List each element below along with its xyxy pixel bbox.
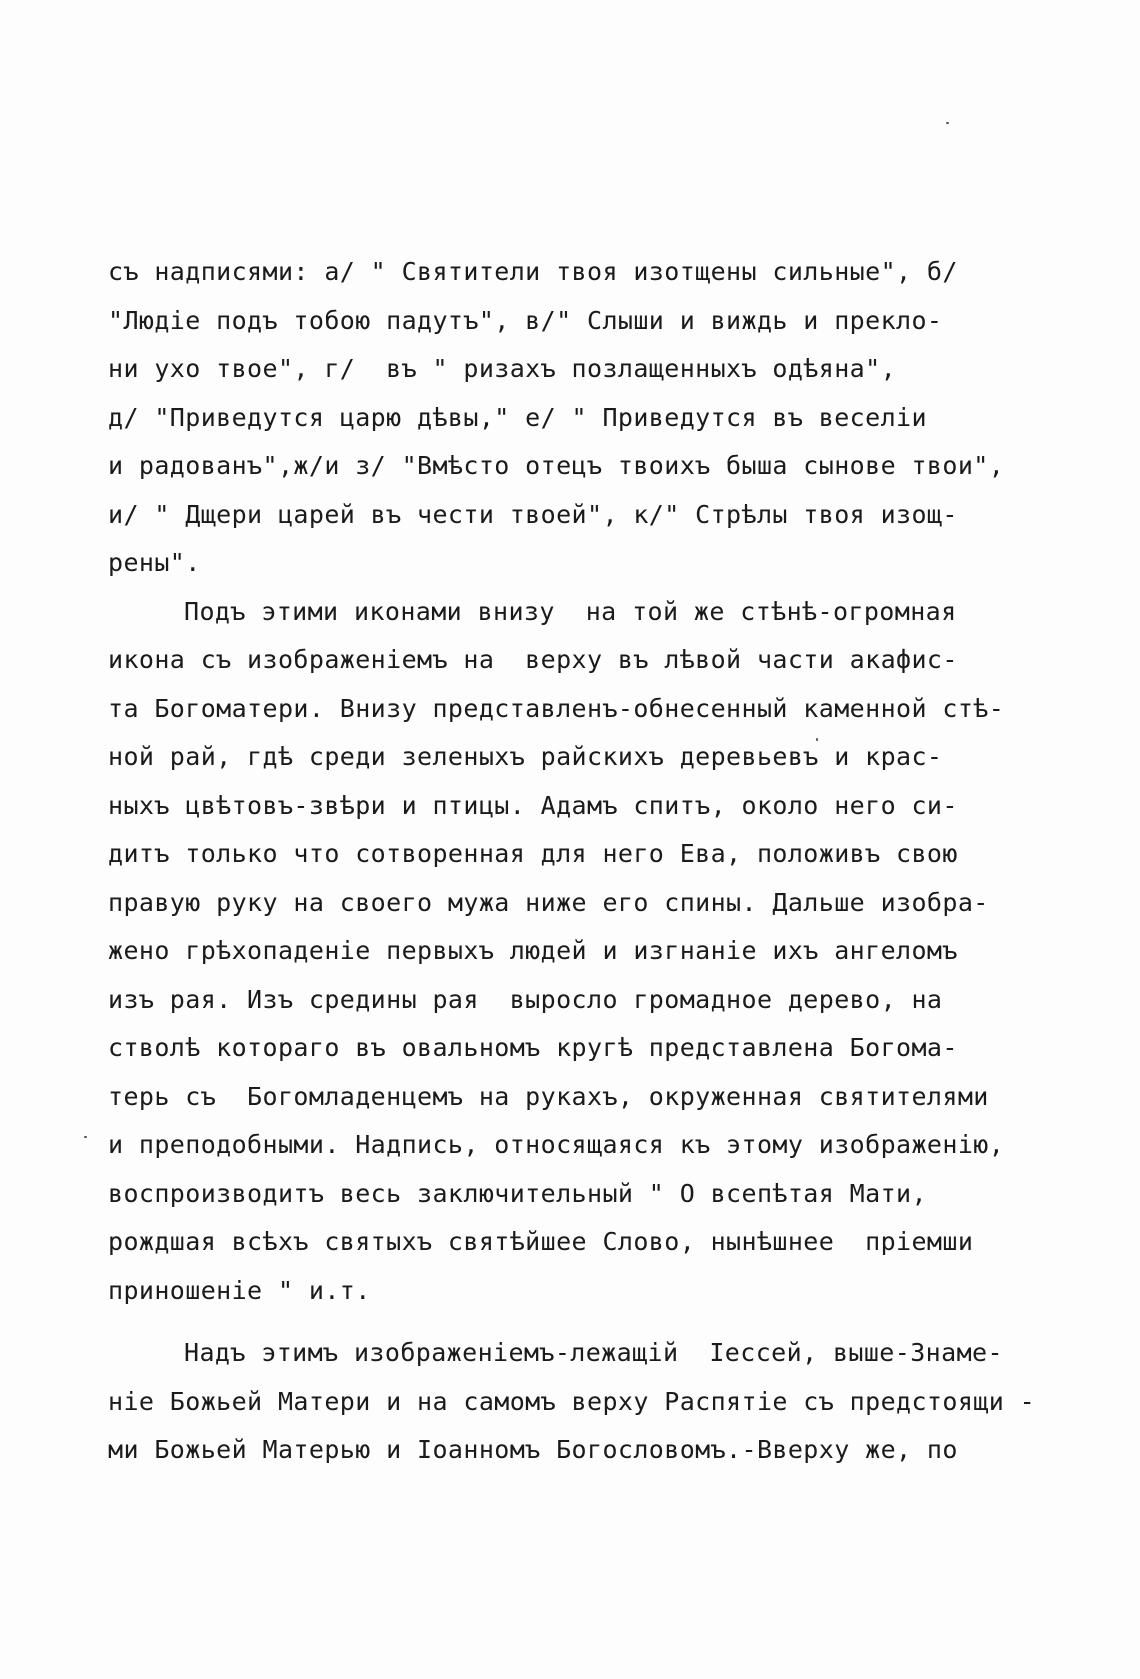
text-line: и преподобными. Надпись, относящаяся къ этому изображенію, — [108, 1130, 1005, 1159]
paper-speck — [946, 122, 949, 124]
text-line: рождшая всѣхъ святыхъ святѣйшее Слово, нынѣшнее пріемши — [108, 1227, 974, 1256]
text-line: дитъ только что сотворенная для него Ева, положивъ свою — [108, 839, 958, 868]
text-line: Подъ этими иконами внизу на той же стѣнѣ-огромная — [184, 596, 957, 626]
text-line: и/ " Дщери царей въ чести твоей", к/" Стрѣлы твоя изощ- — [108, 499, 958, 529]
text-line: воспроизводитъ весь заключительный " О всепѣтая Мати, — [108, 1178, 927, 1208]
text-line: икона съ изображеніемъ на верху въ лѣвой части акафис- — [108, 645, 958, 674]
text-line: съ надписями: а/ " Святители твоя изотщены сильные", б/ — [108, 257, 958, 286]
text-line: правую руку на своего мужа ниже его спины. Дальше изобра- — [108, 887, 989, 917]
text-line: жено грѣхопаденіе первыхъ людей и изгнаніе ихъ ангеломъ — [108, 936, 958, 965]
text-line: Надъ этимъ изображеніемъ-лежащій Іессей, выше-Знаме- — [184, 1338, 1003, 1367]
text-line: та Богоматери. Внизу представленъ-обнесенный каменной стѣ- — [108, 693, 1005, 723]
typed-text-body — [108, 248, 1108, 1475]
text-line: ныхъ цвѣтовъ-звѣри и птицы. Адамъ спитъ, около него си- — [108, 790, 958, 820]
text-line: ніе Божьей Матери и на самомъ верху Распятіе съ предстоящи - — [108, 1386, 1036, 1416]
text-line: стволѣ котораго въ овальномъ кругѣ представлена Богома- — [108, 1033, 958, 1062]
paragraph-spacer — [108, 1315, 1108, 1329]
text-line: д/ "Приведутся царю дѣвы," е/ " Приведутся въ веселіи — [108, 402, 927, 432]
text-line: терь съ Богомладенцемъ на рукахъ, окруженная святителями — [108, 1081, 989, 1111]
paragraph-2 — [108, 588, 1108, 1316]
text-line: приношеніе " и.т. — [108, 1275, 371, 1305]
text-line: рены". — [108, 548, 201, 577]
text-line: ни ухо твое", г/ въ " ризахъ позлащенныхъ одѣяна", — [108, 354, 897, 383]
text-line: "Людіе подъ тобою падутъ", в/" Слыши и виждь и прекло- — [108, 305, 943, 335]
paragraph-3 — [108, 1329, 1108, 1475]
paragraph-1 — [108, 248, 1108, 588]
text-line: ной рай, гдѣ среди зеленыхъ райскихъ деревьевъ и крас- — [108, 742, 943, 771]
text-line: изъ рая. Изъ средины рая выросло громадное дерево, на — [108, 984, 943, 1014]
text-line: ми Божьей Матерью и Іоанномъ Богословомъ.-Вверху же, по — [108, 1435, 958, 1464]
paper-speck — [84, 1136, 87, 1138]
text-line: и радованъ",ж/и з/ "Вмѣсто отецъ твоихъ быша сынове твои", — [108, 451, 1005, 480]
